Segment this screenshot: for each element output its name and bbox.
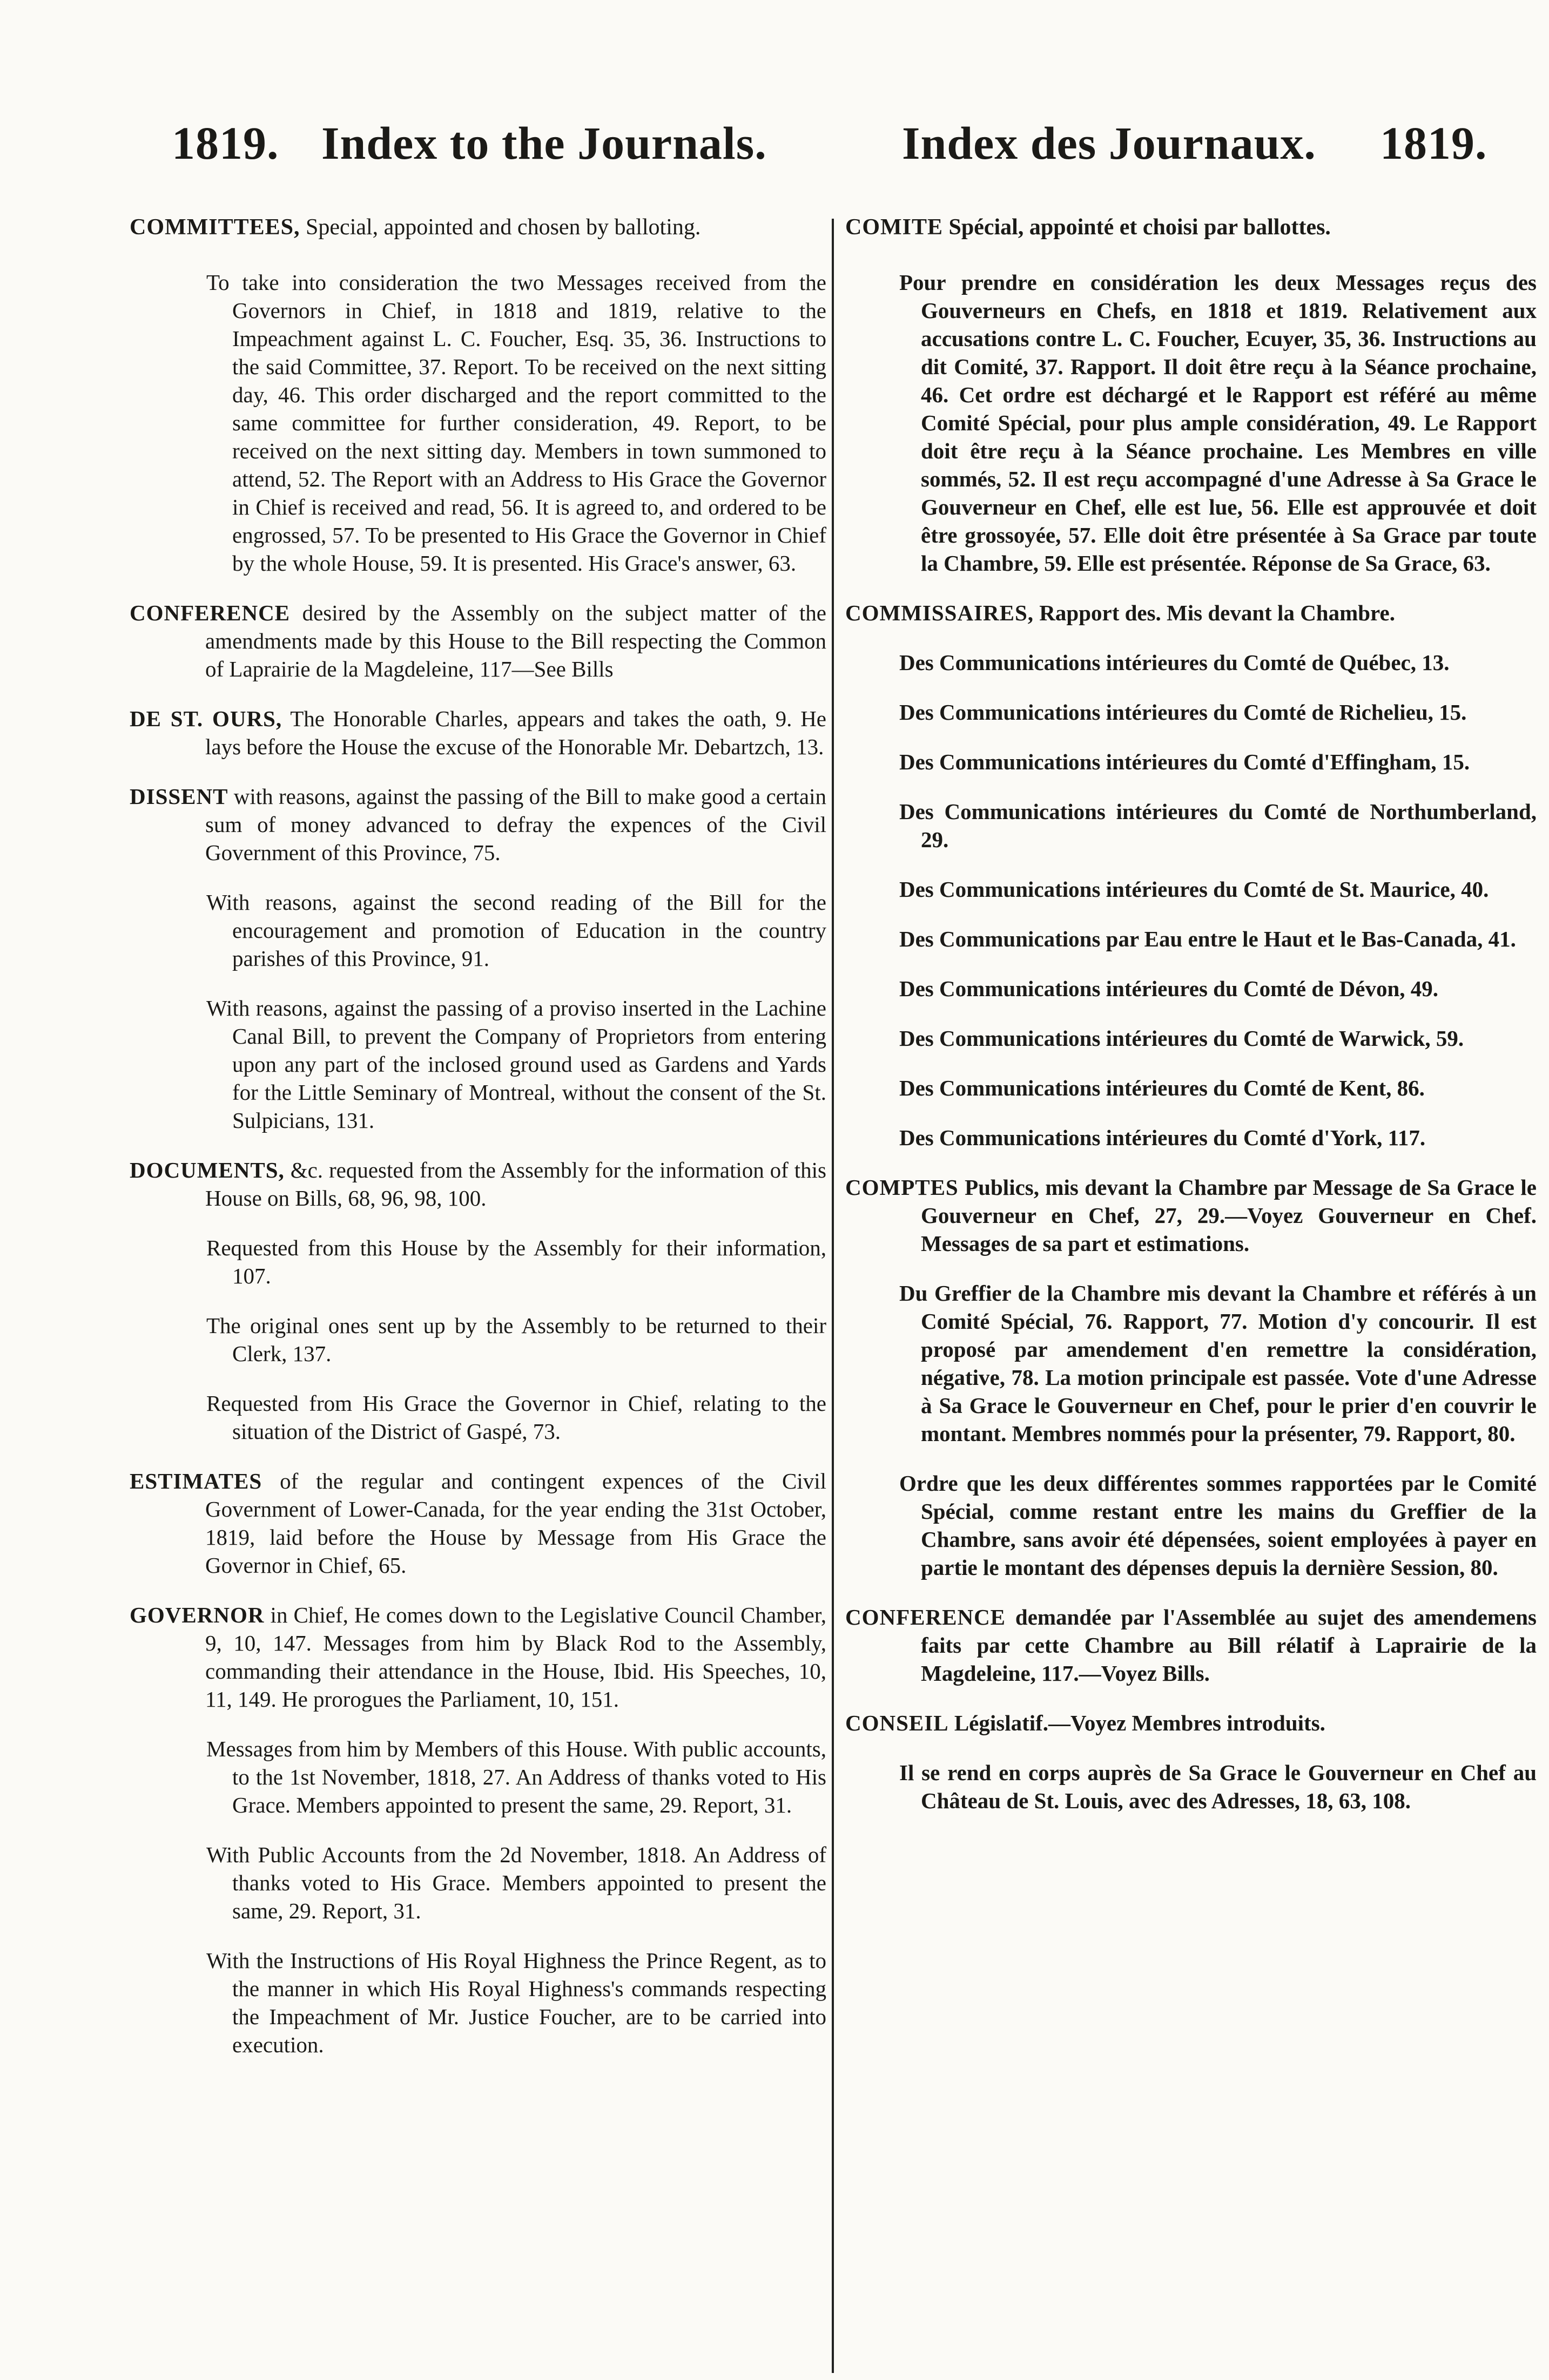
section-heading-committees [130,213,826,241]
header-title-french: Index des Journaux. [902,117,1316,169]
header-year-left: 1819. [172,117,279,169]
entry-text: in Chief, He comes down to the Legislative Council Chamber, 9, 10, 147. Messages from him by Black Rod to the Assembly, commanding their attendance in the House, Ibid. His Speeches, 10, 11, 149. He prorogues the Parliament, 10, 151. [205,1603,826,1712]
section-heading-comite [845,213,1537,241]
entry-text: Publics, mis devant la Chambre par Message de Sa Grace le Gouverneur en Chef, 27, 29.—Voyez Gouverneur en Chef. Messages de sa part et estimations. [921,1175,1537,1256]
index-subentry: Du Greffier de la Chambre mis devant la Chambre et référés à un Comité Spécial, 76. Rapport, 77. Motion d'y concourir. Il est proposé par amendement d'en remettre la considération, négative, 78. La motion principale est passée. Vote d'une Adresse à Sa Grace le Gouverneur en Chef, pour le prier d'en couvrir le montant. Membres nommés pour la présenter, 79. Rapport, 80. [899,1281,1537,1446]
index-subentry: With reasons, against the passing of a proviso inserted in the Lachine Canal Bill, to prevent the Company of Proprietors from entering upon any part of the inclosed ground used as Gardens and Yards for the Little Seminary of Montreal, without the consent of the St. Sulpicians, 131. [206,996,826,1133]
index-subentry: Des Communications intérieures du Comté d'Effingham, 15. [899,749,1470,774]
index-subentry: Des Communications intérieures du Comté de St. Maurice, 40. [899,877,1489,902]
english-column [130,213,826,2080]
index-subentry: To take into consideration the two Messages received from the Governors in Chief, in 1818 and 1819, relative to the Impeachment against L. C. Foucher, Esq. 35, 36. Instructions to the said Committee, 37. Report. To be received on the next sitting day, 46. This order discharged and the report committed to the same committee for further consideration, 49. Report, to be received on the next sitting day. Members in town summoned to attend, 52. The Report with an Address to His Grace the Governor in Chief is received and read, 56. It is agreed to, and ordered to be engrossed, 57. To be presented to His Grace the Governor in Chief by the whole House, 59. It is presented. His Grace's answer, 63. [206,270,826,576]
page-header [0,116,1549,175]
index-entry-conference-fr [845,1603,1537,1687]
index-subentry: Des Communications intérieures du Comté d'York, 117. [899,1125,1426,1150]
index-subentry: Des Communications par Eau entre le Haut et le Bas-Canada, 41. [899,927,1516,951]
entry-text: with reasons, against the passing of the Bill to make good a certain sum of money advanced to defray the expences of the Civil Government of this Province, 75. [205,784,826,865]
entry-text: Législatif.—Voyez Membres introduits. [948,1710,1325,1735]
headword: DOCUMENTS, [130,1158,285,1182]
headword: GOVERNOR [130,1603,265,1627]
index-subentry: With the Instructions of His Royal Highness the Prince Regent, as to the manner in which His Royal Highness's commands respecting the Impeachment of Mr. Justice Foucher, are to be carried into execution. [206,1948,826,2057]
entry-text: Rapport des. Mis devant la Chambre. [1034,600,1395,625]
index-entry-de-st-ours [130,705,826,761]
index-subentry: Des Communications intérieures du Comté de Northumberland, 29. [899,799,1537,852]
header-title-english: Index to the Journals. [321,117,767,169]
index-subentry: Des Communications intérieures du Comté de Kent, 86. [899,1076,1425,1100]
headword: ESTIMATES [130,1469,262,1493]
headword: DISSENT [130,784,228,809]
index-subentry: The original ones sent up by the Assembly to be returned to their Clerk, 137. [206,1313,826,1366]
index-subentry: Des Communications intérieures du Comté de Dévon, 49. [899,976,1438,1001]
entry-text: &c. requested from the Assembly for the information of this House on Bills, 68, 96, 98, 100. [205,1158,826,1211]
entry-text: demandée par l'Assemblée au sujet des amendemens faits par cette Chambre au Bill rélatif à Laprairie de la Magdeleine, 117.—Voyez Bills. [921,1605,1537,1686]
index-entry-commissaires [845,599,1537,627]
headword: DE ST. OURS, [130,706,282,731]
index-subentry: Ordre que les deux différentes sommes rapportées par le Comité Spécial, comme restant entre les mains du Greffier de la Chambre, sans avoir été dépensées, soient employées à payer en partie le montant des dépenses depuis la dernière Session, 80. [899,1471,1537,1580]
headword: COMPTES [845,1175,959,1200]
index-entry-estimates [130,1467,826,1579]
index-subentry: Des Communications intérieures du Comté de Warwick, 59. [899,1026,1464,1051]
index-subentry: Des Communications intérieures du Comté de Richelieu, 15. [899,700,1467,725]
french-column [845,213,1537,1836]
index-subentry: Il se rend en corps auprès de Sa Grace le Gouverneur en Chef au Château de St. Louis, avec des Adresses, 18, 63, 108. [899,1760,1537,1813]
column-divider [832,219,834,2373]
entry-text: of the regular and contingent expences of the Civil Government of Lower-Canada, for the year ending the 31st October, 1819, laid before the House by Message from His Grace the Governor in Chief, 65. [205,1469,826,1578]
heading-text: Special, appointed and chosen by balloting. [300,215,701,240]
headword: COMMISSAIRES, [845,600,1034,625]
headword: CONFERENCE [130,600,291,625]
index-subentry: Messages from him by Members of this House. With public accounts, to the 1st November, 1818, 27. An Address of thanks voted to His Grace. Members appointed to present the same, 29. Report, 31. [206,1736,826,1817]
index-entry-dissent [130,782,826,867]
index-entry-documents [130,1156,826,1212]
headword: COMMITTEES, [130,215,300,240]
headword: CONFERENCE [845,1605,1006,1630]
entry-text: The Honorable Charles, appears and takes the oath, 9. He lays before the House the excuse of the Honorable Mr. Debartzch, 13. [205,706,826,759]
index-subentry: Des Communications intérieures du Comté de Québec, 13. [899,650,1450,675]
index-entry-conseil [845,1709,1537,1737]
header-year-right: 1819. [1380,117,1487,169]
index-entry-conference [130,599,826,683]
headword: CONSEIL [845,1710,949,1735]
index-subentry: Pour prendre en considération les deux Messages reçus des Gouverneurs en Chefs, en 1818 et 1819. Relativement aux accusations contre L. C. Foucher, Ecuyer, 35, 36. Instructions au dit Comité, 37. Rapport. Il doit être reçu à la Séance prochaine, 46. Cet ordre est déchargé et le Rapport est référé au même Comité Spécial, pour plus ample considération, 49. Le Rapport doit être reçu à la Séance prochaine. Les Membres en ville sommés, 52. Il est reçu accompagné d'une Adresse à Sa Grace le Gouverneur en Chef, elle est lue, 56. Elle est approuvée et doit être grossoyée, 57. Elle doit être présentée à Sa Grace par toute la Chambre, 59. Elle est présentée. Réponse de Sa Grace, 63. [899,270,1537,576]
index-entry-comptes [845,1173,1537,1257]
heading-text: Spécial, appointé et choisi par ballottes. [943,215,1331,240]
index-subentry: Requested from this House by the Assembly for their information, 107. [206,1235,826,1288]
index-entry-governor [130,1601,826,1713]
index-subentry: With Public Accounts from the 2d November, 1818. An Address of thanks voted to His Grace. Members appointed to present the same, 29. Report, 31. [206,1842,826,1923]
index-subentry: Requested from His Grace the Governor in Chief, relating to the situation of the District of Gaspé, 73. [206,1391,826,1444]
headword: COMITE [845,215,944,240]
entry-text: desired by the Assembly on the subject matter of the amendments made by this House to the Bill respecting the Common of Laprairie de la Magdeleine, 117—See Bills [205,600,826,681]
index-subentry: With reasons, against the second reading of the Bill for the encouragement and promotion of Education in the country parishes of this Province, 91. [206,890,826,971]
